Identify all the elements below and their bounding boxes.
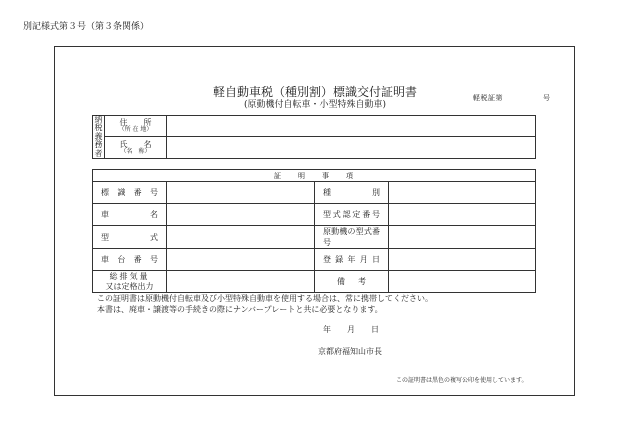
note-required-for-procedures: 本書は、廃車・譲渡等の手続きの際にナンバープレートと共に必要となります。 <box>97 305 383 314</box>
address-field[interactable] <box>167 116 536 137</box>
note-carry-certificate: この証明書は原動機付自転車及び小型特殊自動車を使用する場合は、常に携帯してください。 <box>97 294 433 303</box>
label-model: 型式 <box>93 226 167 249</box>
vehicle-type-field[interactable] <box>389 182 536 204</box>
label-registration-date: 登録年月日 <box>315 249 389 271</box>
certificate-subtitle: (原動機付自転車・小型特殊自動車) <box>243 100 387 110</box>
name-sublabel: （名 称） <box>120 147 151 155</box>
label-model-approval-number: 型式認定番号 <box>315 204 389 226</box>
remarks-field[interactable] <box>389 271 536 293</box>
address-label: 住 所 （所 在 地） <box>105 116 167 137</box>
label-vehicle-name: 車名 <box>93 204 167 226</box>
taxpayer-side-label: 納 税 義 務 者 <box>94 115 103 158</box>
engine-model-number-field[interactable] <box>389 226 536 249</box>
model-approval-number-field[interactable] <box>389 204 536 226</box>
certificate-number <box>473 95 551 102</box>
certificate-number-suffix: 号 <box>543 94 551 102</box>
issue-date: 年 月 日 <box>323 325 379 334</box>
label-engine-model-number: 原動機の型式番号 <box>315 226 389 249</box>
certification-items-header: 証 明 事 項 <box>93 170 536 182</box>
model-field[interactable] <box>167 226 315 249</box>
label-remarks: 備考 <box>315 271 389 293</box>
label-vehicle-type: 種別 <box>315 182 389 204</box>
address-sublabel: （所 在 地） <box>118 126 153 134</box>
issuer-name: 京都府福知山市長 <box>318 347 382 356</box>
certificate-title: 軽自動車税（種別割）標識交付証明書 <box>212 85 417 99</box>
certificate-number-prefix: 軽税証第 <box>473 94 503 102</box>
displacement-field[interactable] <box>167 271 315 293</box>
taxpayer-table <box>92 115 536 159</box>
plate-number-field[interactable] <box>167 182 315 204</box>
name-field[interactable] <box>167 137 536 158</box>
vehicle-name-field[interactable] <box>167 204 315 226</box>
label-displacement: 総排気量 又は定格出力 <box>93 271 167 293</box>
form-number-label: 別記様式第３号（第３条関係） <box>23 22 150 32</box>
official-seal-note: この証明書は黒色の複写公印を使用しています。 <box>396 377 528 384</box>
chassis-number-field[interactable] <box>167 249 315 271</box>
label-chassis-number: 車台番号 <box>93 249 167 271</box>
label-plate-number: 標識番号 <box>93 182 167 204</box>
certification-items-table <box>92 169 536 293</box>
name-label: 氏 名 （名 称） <box>105 137 167 158</box>
registration-date-field[interactable] <box>389 249 536 271</box>
